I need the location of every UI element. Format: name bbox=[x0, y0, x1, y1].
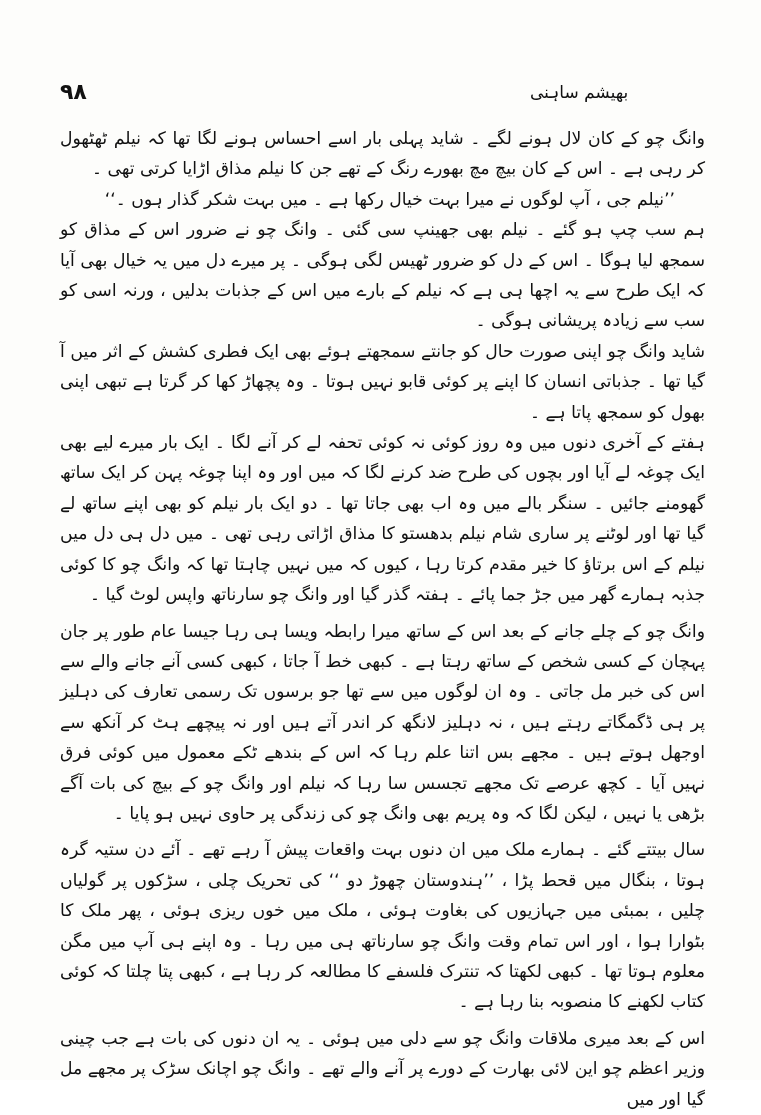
paragraph-6: وانگ چو کے چلے جانے کے بعد اس کے ساتھ میرا رابطہ ویسا ہی رہا جیسا عام طور پر جان پہچان کے کسی شخص کے ساتھ رہتا ہے ۔ کبھی خط آ جاتا ، کبھی کسی آنے جانے والے سے اس کی خبر مل جاتی ۔ وہ ان لوگوں میں سے تھا جو برسوں تک رسمی تعارف کی دہلیز پر ہی ڈگمگاتے رہتے ہیں ، نہ دہلیز لانگھ کر اندر آتے ہیں اور نہ پیچھے ہٹ کر آنکھ سے اوجھل ہوتے ہیں ۔ مجھے بس اتنا علم رہا کہ اس کے بندھے ٹکے معمول میں کوئی فرق نہیں آیا ۔ کچھ عرصے تک مجھے تجسس سا رہا کہ نیلم اور وانگ چو کے بیچ کی بات آگے بڑھی یا نہیں ، لیکن لگا کہ وہ پریم بھی وانگ چو کی زندگی پر حاوی نہیں ہو پایا ۔ bbox=[60, 621, 705, 824]
paragraph-3: ہم سب چپ ہو گئے ۔ نیلم بھی جھینپ سی گئی ۔ وانگ چو نے ضرور اس کے مذاق کو سمجھ لیا ہوگا ۔ اس کے دل کو ضرور ٹھیس لگی ہوگی ۔ پر میرے دل میں یہ خیال بھی آیا کہ ایک طرح سے یہ اچھا ہی ہے کہ نیلم کے بارے میں اس کے جذبات بدلیں ، ورنہ اسی کو سب سے زیادہ پریشانی ہوگی ۔ bbox=[60, 220, 705, 332]
paragraph-7: سال بیتتے گئے ۔ ہمارے ملک میں ان دنوں بہت واقعات پیش آ رہے تھے ۔ آئے دن ستیہ گرہ ہوتا ، بنگال میں قحط پڑا ، ’’ہندوستان چھوڑ دو ‘‘ کی تحریک چلی ، سڑکوں پر گولیاں چلیں ، بمبئی میں جہازیوں کی بغاوت ہوئی ، ملک میں خوں ریزی ہوئی ، پھر ملک کا بٹوارا ہوا ، اور اس تمام وقت وانگ چو سارناتھ ہی میں رہا ۔ وہ اپنے ہی آپ میں مگن معلوم ہوتا تھا ۔ کبھی لکھتا کہ تنترک فلسفے کا مطالعہ کر رہا ہے ، کبھی پتا چلتا کہ کوئی کتاب لکھنے کا منصوبہ بنا رہا ہے ۔ bbox=[60, 840, 705, 1013]
page-header bbox=[60, 80, 701, 114]
paragraph-5: ہفتے کے آخری دنوں میں وہ روز کوئی نہ کوئی تحفہ لے کر آنے لگا ۔ ایک بار میرے لیے بھی ایک چوغہ لے آیا اور بچوں کی طرح ضد کرنے لگا کہ میں اور وہ اپنا چوغہ پہن کر ایک ساتھ گھومنے جائیں ۔ سنگر بالے میں وہ اب بھی جاتا تھا ۔ دو ایک بار نیلم کو بھی اپنے ساتھ لے گیا تھا اور لوٹنے پر ساری شام نیلم بدھستو کا مذاق اڑاتی رہی تھی ۔ میں دل ہی دل میں نیلم کے اس برتاؤ کا خیر مقدم کرتا رہا ، کیوں کہ میں نہیں چاہتا تھا کہ وانگ چو کا کوئی جذبہ ہمارے گھر میں جڑ جما پائے ۔ ہفتہ گذر گیا اور وانگ چو سارناتھ واپس لوٹ گیا ۔ bbox=[60, 433, 705, 606]
body-text bbox=[60, 124, 705, 1115]
paragraph-1: وانگ چو کے کان لال ہونے لگے ۔ شاید پہلی بار اسے احساس ہونے لگا تھا کہ نیلم ٹھٹھول کر رہی ہے ۔ اس کے کان بیچ مچ بھورے رنگ کے تھے جن کا نیلم مذاق اڑایا کرتی تھی ۔ bbox=[60, 129, 705, 180]
paragraph-4: شاید وانگ چو اپنی صورت حال کو جانتے سمجھتے ہوئے بھی ایک فطری کشش کے اثر میں آ گیا تھا ۔ جذباتی انسان کا اپنے پر کوئی قابو نہیں ہوتا ۔ وہ پچھاڑ کھا کر گرتا ہے تبھی اپنی بھول کو سمجھ پاتا ہے ۔ bbox=[60, 341, 705, 423]
paragraph-2-quote: ’’نیلم جی ، آپ لوگوں نے میرا بہت خیال رکھا ہے ۔ میں بہت شکر گذار ہوں ۔‘‘ bbox=[104, 189, 675, 210]
running-title: بھیشم ساہنی bbox=[530, 83, 629, 103]
paragraph-8: اس کے بعد میری ملاقات وانگ چو سے دلی میں ہوئی ۔ یہ ان دنوں کی بات ہے جب چینی وزیر اعظم چو این لائی بھارت کے دورے پر آنے والے تھے ۔ وانگ چو اچانک سڑک پر مجھے مل گیا اور میں bbox=[60, 1028, 705, 1110]
page-number: ۹۸ bbox=[60, 80, 87, 105]
